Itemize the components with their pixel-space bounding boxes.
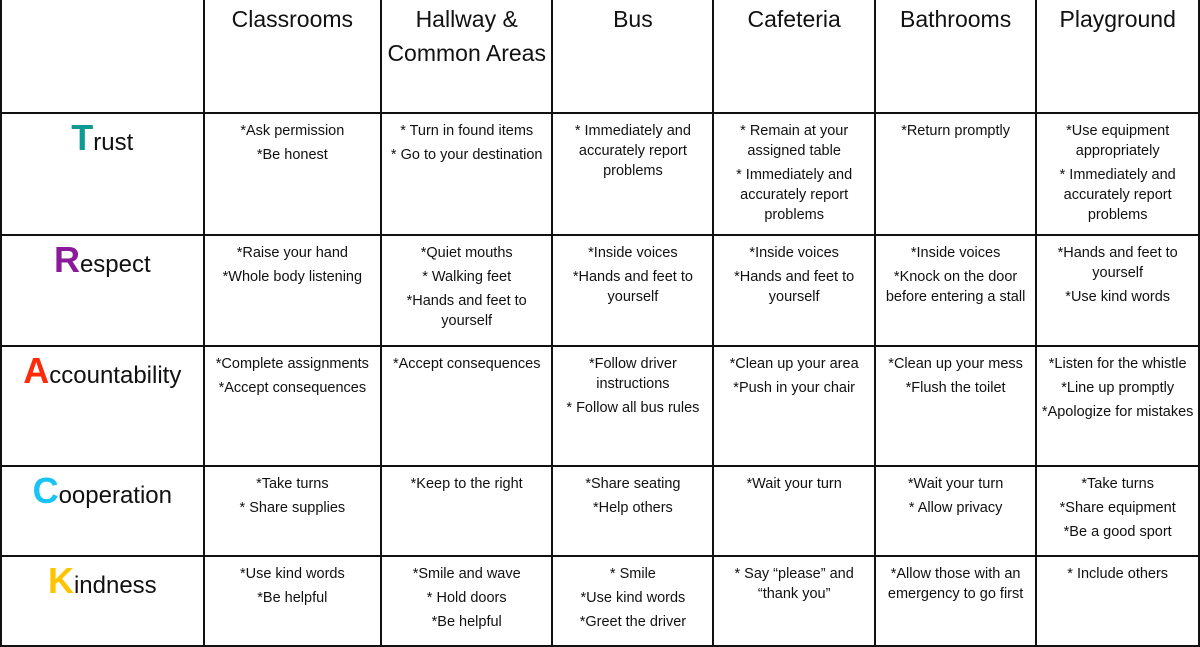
value-initial: R bbox=[53, 239, 80, 280]
expectation-item: *Apologize for mistakes bbox=[1041, 404, 1194, 420]
expectation-cell bbox=[1036, 556, 1199, 646]
table-row bbox=[1, 235, 1199, 346]
value-rest: indness bbox=[73, 572, 157, 599]
value-label bbox=[1, 346, 204, 466]
expectation-cell bbox=[381, 346, 552, 466]
expectation-cell bbox=[204, 556, 381, 646]
expectation-item: * Turn in found items bbox=[400, 123, 534, 139]
column-header: Hallway & Common Areas bbox=[381, 0, 552, 113]
expectation-item: *Flush the toilet bbox=[905, 380, 1006, 396]
expectation-item: * Allow privacy bbox=[908, 500, 1003, 516]
expectation-cell bbox=[1036, 235, 1199, 346]
table-row bbox=[1, 466, 1199, 556]
expectation-item: *Return promptly bbox=[901, 123, 1010, 139]
expectation-cell bbox=[713, 466, 874, 556]
column-header: Cafeteria bbox=[713, 0, 874, 113]
expectation-item: *Be helpful bbox=[257, 590, 328, 606]
expectation-cell bbox=[875, 346, 1037, 466]
expectation-cell bbox=[204, 346, 381, 466]
expectation-item: *Help others bbox=[593, 500, 673, 516]
expectation-item: *Raise your hand bbox=[236, 245, 348, 261]
table-row bbox=[1, 346, 1199, 466]
expectation-item: *Follow driver instructions bbox=[588, 356, 677, 392]
expectation-item: *Hands and feet to yourself bbox=[406, 293, 527, 329]
expectation-cell bbox=[875, 235, 1037, 346]
expectation-item: *Complete assignments bbox=[215, 356, 369, 372]
expectation-cell bbox=[552, 346, 713, 466]
expectation-item: *Inside voices bbox=[749, 245, 839, 261]
column-header: Bathrooms bbox=[875, 0, 1037, 113]
expectation-item: *Use kind words bbox=[239, 566, 345, 582]
expectation-item: *Push in your chair bbox=[733, 380, 855, 396]
expectation-cell bbox=[875, 113, 1037, 235]
expectation-cell bbox=[204, 113, 381, 235]
expectation-item: *Smile and wave bbox=[412, 566, 521, 582]
expectation-item: *Wait your turn bbox=[746, 476, 842, 492]
value-label bbox=[1, 235, 204, 346]
header-row bbox=[1, 0, 1199, 113]
expectation-item: *Be honest bbox=[256, 147, 328, 163]
expectation-item: * Share supplies bbox=[239, 500, 346, 516]
expectation-item: *Take turns bbox=[1081, 476, 1154, 492]
value-label bbox=[1, 113, 204, 235]
expectation-item: *Quiet mouths bbox=[420, 245, 513, 261]
expectation-item: *Share equipment bbox=[1059, 500, 1176, 516]
expectation-item: *Inside voices bbox=[588, 245, 678, 261]
expectation-item: * Follow all bus rules bbox=[566, 400, 700, 416]
expectation-item: * Immediately and accurately report problems bbox=[736, 167, 853, 223]
value-rest: ooperation bbox=[58, 482, 173, 509]
expectation-item: *Ask permission bbox=[240, 123, 345, 139]
expectation-cell bbox=[381, 235, 552, 346]
expectation-cell bbox=[713, 556, 874, 646]
column-header: Playground bbox=[1036, 0, 1199, 113]
expectation-item: *Be a good sport bbox=[1063, 524, 1172, 540]
expectation-item: *Accept consequences bbox=[218, 380, 367, 396]
expectation-cell bbox=[204, 235, 381, 346]
value-initial: A bbox=[23, 350, 50, 391]
value-rest: espect bbox=[79, 251, 151, 278]
column-header: Classrooms bbox=[204, 0, 381, 113]
expectation-cell bbox=[713, 346, 874, 466]
expectation-item: *Whole body listening bbox=[222, 269, 363, 285]
expectation-item: *Clean up your area bbox=[729, 356, 859, 372]
expectation-item: * Include others bbox=[1067, 566, 1169, 582]
expectation-item: *Hands and feet to yourself bbox=[1057, 245, 1178, 281]
expectation-item: *Inside voices bbox=[910, 245, 1001, 261]
expectation-cell bbox=[713, 235, 874, 346]
expectation-item: *Use kind words bbox=[580, 590, 686, 606]
expectation-item: *Hands and feet to yourself bbox=[734, 269, 855, 305]
table-row bbox=[1, 556, 1199, 646]
expectation-item: * Immediately and accurately report problems bbox=[1059, 167, 1176, 223]
expectation-item: *Keep to the right bbox=[410, 476, 523, 492]
value-initial: C bbox=[32, 470, 59, 511]
expectation-item: * Smile bbox=[609, 566, 656, 582]
value-label bbox=[1, 556, 204, 646]
expectation-item: *Use equipment appropriately bbox=[1066, 123, 1170, 159]
expectation-cell bbox=[204, 466, 381, 556]
value-label bbox=[1, 466, 204, 556]
expectation-cell bbox=[552, 556, 713, 646]
expectation-cell bbox=[1036, 466, 1199, 556]
expectation-cell bbox=[552, 113, 713, 235]
expectation-item: *Hands and feet to yourself bbox=[572, 269, 693, 305]
expectation-item: *Knock on the door before entering a stall bbox=[885, 269, 1026, 305]
expectation-item: *Share seating bbox=[585, 476, 681, 492]
table-row bbox=[1, 113, 1199, 235]
expectation-cell bbox=[381, 466, 552, 556]
expectation-cell bbox=[1036, 346, 1199, 466]
value-initial: T bbox=[71, 117, 94, 158]
expectation-item: * Go to your destination bbox=[390, 147, 543, 163]
value-rest: ccountability bbox=[49, 362, 182, 389]
value-rest: rust bbox=[93, 129, 134, 156]
corner-header bbox=[1, 0, 204, 113]
expectation-item: * Walking feet bbox=[422, 269, 512, 285]
expectation-item: *Take turns bbox=[256, 476, 329, 492]
expectation-cell bbox=[1036, 113, 1199, 235]
expectation-item: *Wait your turn bbox=[907, 476, 1004, 492]
expectation-cell bbox=[381, 556, 552, 646]
expectation-item: *Greet the driver bbox=[579, 614, 687, 630]
expectation-item: *Use kind words bbox=[1065, 289, 1171, 305]
expectation-cell bbox=[381, 113, 552, 235]
expectation-item: * Remain at your assigned table bbox=[740, 123, 849, 159]
expectation-item: *Allow those with an emergency to go first bbox=[887, 566, 1024, 602]
expectation-cell bbox=[552, 235, 713, 346]
column-header: Bus bbox=[552, 0, 713, 113]
expectation-cell bbox=[552, 466, 713, 556]
expectation-item: *Line up promptly bbox=[1061, 380, 1175, 396]
value-initial: K bbox=[47, 560, 74, 601]
expectation-cell bbox=[875, 466, 1037, 556]
expectation-item: * Say “please” and “thank you” bbox=[734, 566, 854, 602]
expectation-item: * Hold doors bbox=[426, 590, 507, 606]
expectation-item: *Accept consequences bbox=[392, 356, 541, 372]
expectation-cell bbox=[875, 556, 1037, 646]
expectation-item: * Immediately and accurately report problems bbox=[574, 123, 691, 179]
expectation-item: *Listen for the whistle bbox=[1048, 356, 1187, 372]
expectation-cell bbox=[713, 113, 874, 235]
expectation-item: *Be helpful bbox=[431, 614, 502, 630]
expectation-item: *Clean up your mess bbox=[888, 356, 1023, 372]
